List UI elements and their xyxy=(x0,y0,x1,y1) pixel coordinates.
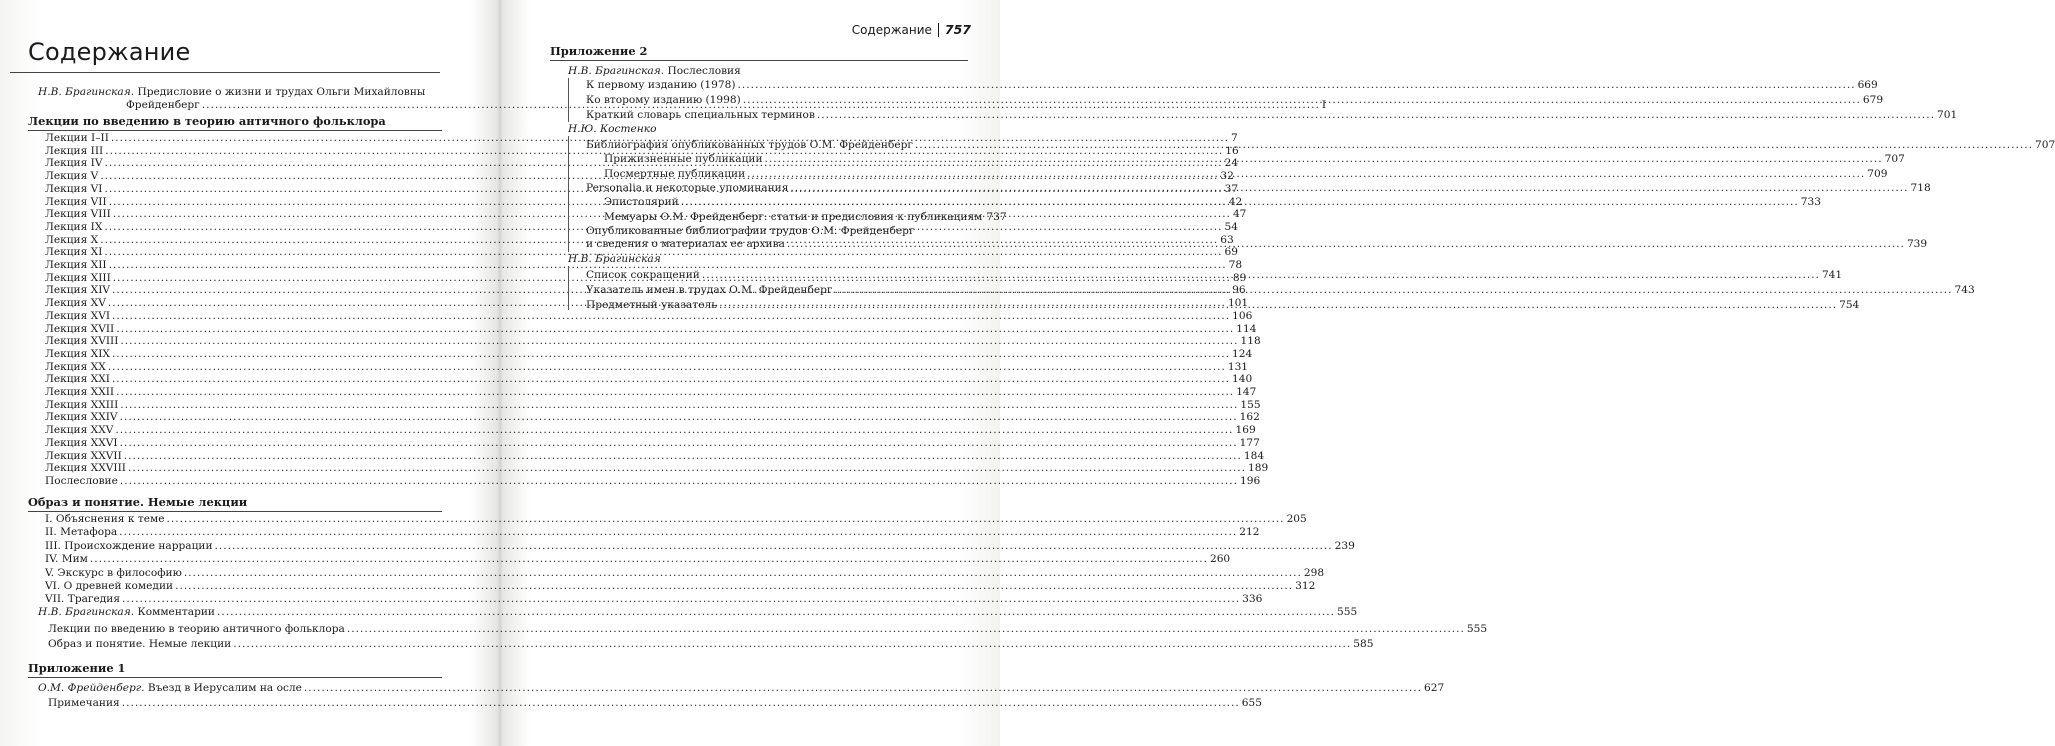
entry-page: 16 xyxy=(1225,144,1239,157)
leader-dots xyxy=(719,299,1837,312)
section-heading-image-concept: Образ и понятие. Немые лекции xyxy=(28,495,248,509)
entry-page: 32 xyxy=(1220,170,1234,183)
entry-label: Предметный указатель xyxy=(586,299,717,311)
bibliography-label: Библиография опубликованных трудов О.М. Фрейденберг xyxy=(586,139,913,151)
leader-dots xyxy=(702,269,1820,282)
toc-entry-silent-lecture[interactable] xyxy=(45,553,1231,566)
personalia-page: 718 xyxy=(1910,182,1931,194)
entry-page: 24 xyxy=(1224,157,1239,170)
running-header-label: Содержание xyxy=(851,23,932,37)
published-page: 739 xyxy=(1906,237,1928,250)
entry-page: 189 xyxy=(1248,462,1269,475)
page-title: Содержание xyxy=(28,38,191,66)
toc-entry-silent-lecture[interactable] xyxy=(45,539,1355,553)
entry-page: 585 xyxy=(1353,638,1374,650)
group1-author-title: Послесловия xyxy=(667,65,741,77)
entry-page: 737 xyxy=(986,210,1007,223)
entry-label: IV. Мим xyxy=(45,553,88,566)
toc-entry-silent-lecture[interactable] xyxy=(45,526,1260,539)
entry-label: Лекция XI xyxy=(45,246,103,259)
entry-label: Лекция XV xyxy=(45,297,106,310)
leader-dots xyxy=(747,168,1865,181)
entry-page: 63 xyxy=(1220,233,1234,246)
entry-page: 78 xyxy=(1228,259,1243,271)
entry-label: II. Метафора xyxy=(45,526,118,539)
preface-title-line2: Фрейденберг xyxy=(126,98,200,111)
toc-entry-afterword[interactable] xyxy=(586,109,1958,122)
entry-label: Мемуары О.М. Фрейденберг: статьи и предисловия к публикациям xyxy=(604,210,983,223)
toc-entry-lecture[interactable] xyxy=(45,335,1261,348)
entry-page: 7 xyxy=(1230,132,1238,144)
entry-label: Лекция XVI xyxy=(45,309,111,322)
group3-author: Н.В. Брагинская xyxy=(568,253,661,265)
toc-entry-commentary-sub[interactable] xyxy=(48,623,1488,636)
entry-label: VII. Трагедия xyxy=(45,593,121,606)
entry-label: Лекция V xyxy=(45,170,99,183)
entry-label: Посмертные публикации xyxy=(604,167,746,180)
entry-page: 118 xyxy=(1240,335,1261,348)
commentary-author: Н.В. Брагинская. xyxy=(38,606,135,618)
toc-entry-lecture[interactable] xyxy=(45,398,1261,412)
toc-entry-lecture[interactable] xyxy=(45,424,1256,437)
bibliography-page: 707 xyxy=(2035,139,2055,151)
entry-page: 184 xyxy=(1243,449,1265,462)
entry-label: VI. О древней комедии xyxy=(45,580,174,592)
section-heading-appendix2: Приложение 2 xyxy=(550,44,648,58)
entry-page: 131 xyxy=(1227,360,1249,373)
section-heading-appendix1: Приложение 1 xyxy=(28,661,126,675)
entry-label: Лекция XIV xyxy=(45,284,111,297)
toc-entry-silent-lecture[interactable] xyxy=(45,566,1325,580)
toc-entry-afterword[interactable] xyxy=(586,94,1884,107)
toc-entry-lecture[interactable] xyxy=(45,449,1265,463)
entry-page: 140 xyxy=(1232,373,1253,386)
toc-entry-lecture[interactable] xyxy=(45,347,1253,361)
toc-entry-lecture[interactable] xyxy=(45,386,1257,399)
entry-page: 260 xyxy=(1209,553,1231,566)
entry-label: Лекция XXVIII xyxy=(45,462,126,475)
entry-label: Эпистолярий xyxy=(604,196,679,208)
preface-page: I xyxy=(1321,98,1327,111)
entry-page: 754 xyxy=(1839,299,1860,311)
entry-page: 169 xyxy=(1235,424,1256,437)
toc-entry-lecture[interactable] xyxy=(45,462,1269,475)
toc-entry-lecture[interactable] xyxy=(45,322,1257,336)
entry-label: V. Экскурс в философию xyxy=(45,566,182,579)
entry-label: Лекция VII xyxy=(45,195,107,208)
entry-page: 114 xyxy=(1236,322,1257,335)
entry-page: 54 xyxy=(1224,220,1238,233)
entry-page: 733 xyxy=(1800,196,1822,208)
entry-label: Лекция X xyxy=(45,233,99,246)
leader-dots xyxy=(743,94,1861,107)
toc-entry-lecture[interactable] xyxy=(45,436,1260,450)
entry-page: 701 xyxy=(1936,109,1958,121)
entry-page: 37 xyxy=(1224,182,1239,195)
entry-label: Образ и понятие. Немые лекции xyxy=(48,638,232,650)
entry-label: Лекция XXVII xyxy=(45,449,122,462)
entry-label: Лекция IX xyxy=(45,220,103,233)
entry-label: Лекция XXVI xyxy=(45,436,118,449)
entry-label: Лекция XIII xyxy=(45,271,111,284)
published-line1: Опубликованные библиографии трудов О.М. Фрейденберг xyxy=(586,225,915,237)
toc-entry-lecture[interactable] xyxy=(45,373,1253,386)
entry-label: Краткий словарь специальных терминов xyxy=(586,109,815,121)
entry-page: 743 xyxy=(1954,284,1975,296)
preface-author: Н.В. Брагинская. xyxy=(38,86,135,98)
entry-page: 47 xyxy=(1232,208,1247,221)
leader-dots xyxy=(915,139,2033,152)
header-separator xyxy=(938,23,939,37)
entry-page: 212 xyxy=(1239,526,1260,539)
leader-dots xyxy=(765,153,1883,166)
entry-page: 669 xyxy=(1857,79,1878,91)
group2-author: Н.Ю. Костенко xyxy=(568,123,657,135)
toc-entry-afterword[interactable] xyxy=(586,79,1878,92)
entry-page: 741 xyxy=(1821,269,1843,281)
appendix1-label: Въезд в Иерусалим на осле xyxy=(147,682,302,694)
entry-label: Лекция XXIV xyxy=(45,411,118,424)
entry-page: 336 xyxy=(1242,593,1263,606)
toc-entry-personalia-sub[interactable] xyxy=(604,210,1007,224)
toc-entry-silent-lecture[interactable] xyxy=(45,593,1263,606)
commentary-label: Комментарии xyxy=(137,606,215,618)
entry-page: 679 xyxy=(1862,94,1884,106)
group-bracket xyxy=(568,78,569,122)
entry-label: Лекция XX xyxy=(45,360,106,373)
toc-entry-lecture[interactable] xyxy=(45,411,1260,424)
entry-label: Лекция IV xyxy=(45,157,103,170)
title-rule xyxy=(10,72,440,73)
entry-label: Лекция XXII xyxy=(45,386,115,398)
toc-entry-notes[interactable] xyxy=(48,697,1263,710)
entry-page: 205 xyxy=(1286,513,1307,525)
entry-page: 196 xyxy=(1239,474,1261,487)
entry-page: 177 xyxy=(1239,436,1260,449)
entry-label: Прижизненные публикации xyxy=(604,153,763,165)
entry-page: 312 xyxy=(1295,580,1316,592)
page-number: 757 xyxy=(944,22,971,37)
entry-page: 147 xyxy=(1236,386,1257,398)
toc-entry-jerusalem[interactable] xyxy=(38,682,1445,695)
entry-label: III. Происхождение наррации xyxy=(45,539,213,552)
commentary-page: 555 xyxy=(1337,606,1358,618)
entry-label: Лекция XIX xyxy=(45,347,110,360)
toc-entry-lecture[interactable] xyxy=(45,474,1261,488)
entry-page: 69 xyxy=(1224,246,1238,259)
entry-page: 707 xyxy=(1884,153,1905,165)
entry-label: Лекция XII xyxy=(45,259,107,271)
entry-label: Лекция III xyxy=(45,144,104,157)
toc-entry-commentary[interactable] xyxy=(38,606,1358,619)
entry-label: К первому изданию (1978) xyxy=(586,79,736,91)
entry-page: 124 xyxy=(1232,347,1253,360)
entry-page: 709 xyxy=(1867,167,1888,180)
notes-page: 655 xyxy=(1241,697,1263,709)
toc-entry-silent-lecture[interactable] xyxy=(45,580,1316,593)
entry-page: 162 xyxy=(1239,411,1260,424)
group-bracket xyxy=(568,136,569,252)
entry-label: Лекция VIII xyxy=(45,208,111,221)
entry-label: Послесловие xyxy=(45,474,118,487)
leader-dots xyxy=(834,284,1952,297)
section-rule xyxy=(28,511,442,512)
entry-page: 101 xyxy=(1227,297,1249,310)
entry-page: 89 xyxy=(1232,271,1247,284)
published-line2: и сведения о материалах ее архива xyxy=(586,237,785,250)
leader-dots xyxy=(681,196,1799,209)
section-heading-lectures: Лекции по введению в теорию античного фольклора xyxy=(28,114,386,128)
group-bracket xyxy=(568,266,569,310)
section-rule xyxy=(28,677,442,678)
group1-author: Н.В. Брагинская. xyxy=(568,65,665,77)
leader-dots xyxy=(787,238,1905,251)
leader-dots xyxy=(817,109,1935,122)
running-header xyxy=(852,22,971,37)
entry-label: Лекция VI xyxy=(45,182,103,195)
entry-page: 155 xyxy=(1240,398,1261,411)
group1-author-line xyxy=(568,65,741,78)
section-rule xyxy=(28,130,442,131)
entry-label: Лекция XXIII xyxy=(45,398,119,411)
preface-title-line1: Предисловие о жизни и трудах Ольги Михайловны xyxy=(137,86,426,98)
entry-label: Лекция XVII xyxy=(45,322,115,335)
leader-dots xyxy=(737,79,1855,92)
entry-label: Указатель имен в трудах О.М. Фрейденберг xyxy=(586,284,833,296)
appendix1-page: 627 xyxy=(1424,682,1445,694)
entry-page: 106 xyxy=(1232,309,1253,322)
section-rule xyxy=(550,60,968,61)
entry-label: Список сокращений xyxy=(586,269,700,281)
entry-label: Лекции по введению в теорию античного фольклора xyxy=(48,623,345,635)
entry-page: 555 xyxy=(1466,623,1488,635)
entry-label: Ко второму изданию (1998) xyxy=(586,94,741,106)
entry-page: 298 xyxy=(1303,566,1325,579)
entry-page: 96 xyxy=(1232,284,1246,297)
leader-dots xyxy=(790,182,1908,195)
toc-entry-silent-lecture[interactable] xyxy=(45,513,1307,526)
entry-label: Лекция XXI xyxy=(45,373,110,386)
entry-label: Лекции I–II xyxy=(45,132,109,144)
entry-label: Лекция XVIII xyxy=(45,335,119,348)
entry-label: I. Объяснения к теме xyxy=(45,513,165,525)
personalia-label: Personalia и некоторые упоминания xyxy=(586,182,789,194)
entry-page: 42 xyxy=(1228,195,1243,208)
notes-label: Примечания xyxy=(48,697,120,709)
entry-label: Лекция XXV xyxy=(45,424,114,437)
toc-entry-commentary-sub[interactable] xyxy=(48,638,1374,651)
entry-page: 239 xyxy=(1334,539,1355,552)
toc-entry-lecture[interactable] xyxy=(45,309,1253,323)
toc-entry-lecture[interactable] xyxy=(45,360,1249,374)
appendix1-author: О.М. Фрейденберг. xyxy=(38,682,145,694)
